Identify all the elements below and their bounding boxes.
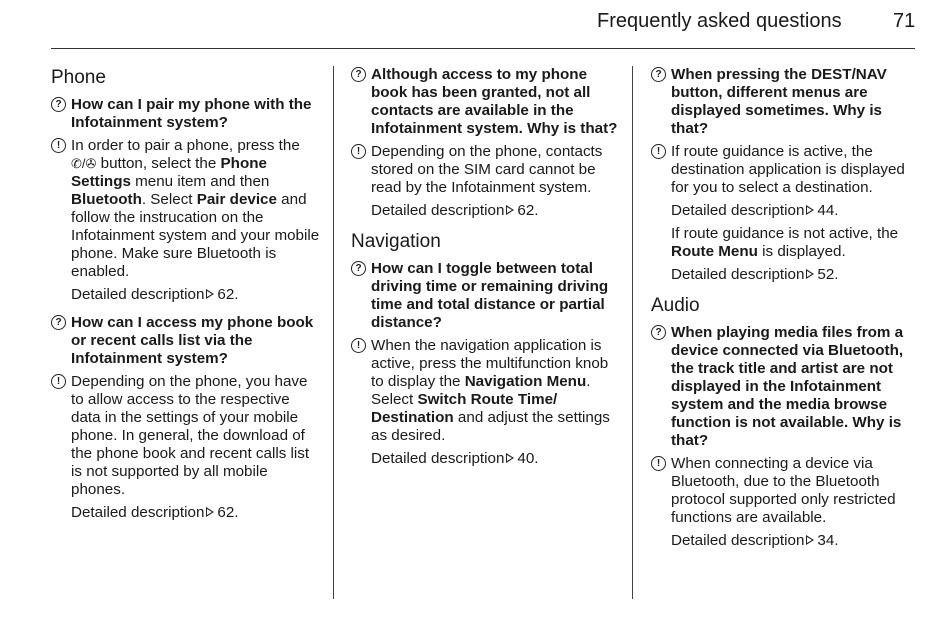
section-heading-navigation: Navigation <box>351 231 441 252</box>
detail-page: 34. <box>817 532 839 549</box>
detail-label: Detailed description <box>371 450 505 467</box>
question-item <box>351 260 621 332</box>
section-heading-audio: Audio <box>651 295 700 316</box>
header-rule <box>51 48 915 49</box>
arrow-icon <box>206 289 214 299</box>
answer-item <box>51 137 321 281</box>
exclamation-icon: ! <box>351 338 366 353</box>
answer-text: When connecting a device via Bluetooth, due to the Bluetooth protocol supported only restricted functions are available. <box>671 455 896 526</box>
answer-item <box>351 337 621 445</box>
question-icon: ? <box>351 67 366 82</box>
answer-item <box>351 143 621 197</box>
detail-page: 62. <box>217 286 239 303</box>
question-icon: ? <box>351 261 366 276</box>
answer-text: If route guidance is active, the destination application is displayed for you to select a destination. <box>671 143 905 196</box>
answer-text: and adjust the settings as desired. <box>371 409 610 444</box>
menu-term: Navigation Menu <box>464 373 587 390</box>
answer-item <box>651 143 919 197</box>
answer-text: . Select <box>141 191 197 208</box>
detail-page: 62. <box>517 202 539 219</box>
column-3 <box>651 66 919 560</box>
detail-page: 62. <box>217 504 239 521</box>
question-text: How can I access my phone book or recent calls list via the Infotainment system? <box>71 314 314 367</box>
arrow-icon <box>806 205 814 215</box>
detail-label: Detailed description <box>671 266 805 283</box>
column-2 <box>351 66 621 478</box>
detail-label: Detailed description <box>671 532 805 549</box>
phone-icon: ✆/✇ <box>71 156 97 171</box>
detail-label: Detailed description <box>371 202 505 219</box>
answer-text: In order to pair a phone, press the <box>71 137 300 154</box>
exclamation-icon: ! <box>651 144 666 159</box>
answer-text: If route guidance is not active, the <box>671 225 899 242</box>
menu-term: Bluetooth <box>71 191 142 208</box>
exclamation-icon: ! <box>351 144 366 159</box>
answer-text: is displayed. <box>757 243 846 260</box>
answer-text: . Select <box>371 373 591 408</box>
question-icon: ? <box>651 325 666 340</box>
column-divider <box>632 66 633 599</box>
column-divider <box>333 66 334 599</box>
answer-paragraph <box>651 225 919 261</box>
answer-text: button, select the <box>96 155 221 172</box>
detail-label: Detailed description <box>71 286 205 303</box>
exclamation-icon: ! <box>51 374 66 389</box>
detail-reference[interactable] <box>51 286 321 304</box>
question-item <box>51 96 321 132</box>
question-item <box>351 66 621 138</box>
answer-text: and follow the instrucation on the Infotainment system and your mobile phone. Make sure Bluetooth is enabled. <box>71 191 320 280</box>
answer-item <box>651 455 919 527</box>
arrow-icon <box>506 205 514 215</box>
detail-reference[interactable] <box>351 450 621 468</box>
question-text: How can I toggle between total driving time or remaining driving time and total distance or partial distance? <box>371 260 609 331</box>
detail-page: 44. <box>817 202 839 219</box>
question-item <box>651 324 919 450</box>
question-icon: ? <box>651 67 666 82</box>
detail-reference[interactable] <box>651 532 919 550</box>
question-icon: ? <box>51 97 66 112</box>
detail-reference[interactable] <box>651 266 919 284</box>
exclamation-icon: ! <box>51 138 66 153</box>
detail-page: 52. <box>817 266 839 283</box>
question-item <box>651 66 919 138</box>
page-number: 71 <box>893 10 916 32</box>
detail-page: 40. <box>517 450 539 467</box>
arrow-icon <box>506 453 514 463</box>
menu-term: Route Menu <box>671 243 758 260</box>
section-heading-phone: Phone <box>51 67 106 88</box>
page-title: Frequently asked questions <box>597 10 842 32</box>
question-text: When pressing the DEST/NAV button, different menus are displayed sometimes. Why is that? <box>671 66 887 137</box>
answer-text: Depending on the phone, you have to allow access to the respective data in the settings of your mobile phone. In general, the download of the phone book and recent calls list is not supported by all mobile phones. <box>71 373 310 498</box>
arrow-icon <box>206 507 214 517</box>
detail-reference[interactable] <box>51 504 321 522</box>
arrow-icon <box>806 535 814 545</box>
question-text: Although access to my phone book has been granted, not all contacts are available in the Infotainment system. Why is that? <box>371 66 618 137</box>
question-item <box>51 314 321 368</box>
question-text: When playing media files from a device connected via Bluetooth, the track title and artist are not displayed in the Infotainment system and the media browse function is not available. Why is that? <box>671 324 904 449</box>
menu-term: Pair device <box>196 191 277 208</box>
answer-text: menu item and then <box>130 173 270 190</box>
exclamation-icon: ! <box>651 456 666 471</box>
menu-term: Switch Route Time/ Destination <box>371 391 558 426</box>
detail-label: Detailed description <box>671 202 805 219</box>
question-text: How can I pair my phone with the Infotainment system? <box>71 96 312 131</box>
detail-reference[interactable] <box>651 202 919 220</box>
answer-text: Depending on the phone, contacts stored on the SIM card cannot be read by the Infotainment system. <box>371 143 603 196</box>
answer-item <box>51 373 321 499</box>
menu-term: Phone Settings <box>71 155 267 190</box>
arrow-icon <box>806 269 814 279</box>
detail-label: Detailed description <box>71 504 205 521</box>
question-icon: ? <box>51 315 66 330</box>
detail-reference[interactable] <box>351 202 621 220</box>
answer-text: When the navigation application is active, press the multifunction knob to display the <box>371 337 609 390</box>
column-1 <box>51 66 321 532</box>
